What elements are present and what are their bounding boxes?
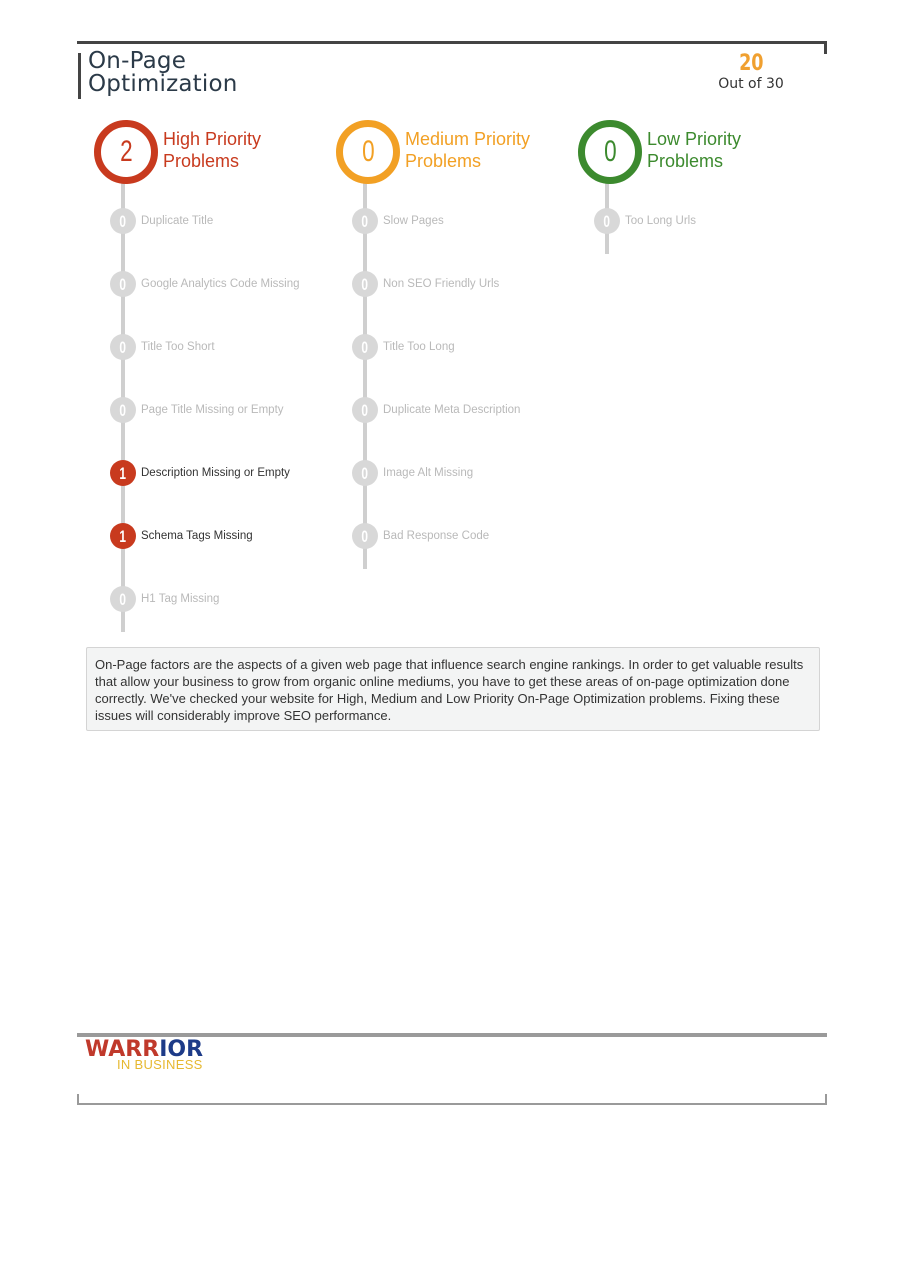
- company-logo: [85, 1038, 203, 1072]
- priority-title: Medium Priority Problems: [405, 129, 531, 171]
- problem-count-badge: [352, 208, 378, 234]
- logo-text-red: WARR: [85, 1037, 160, 1062]
- score-value: 20: [738, 51, 764, 76]
- problem-label: Page Title Missing or Empty: [141, 404, 284, 416]
- problem-item: [352, 208, 582, 234]
- problem-count: 0: [603, 211, 611, 231]
- problem-label: Title Too Long: [383, 341, 455, 353]
- problem-count: 0: [361, 274, 369, 294]
- problem-count-badge: [110, 586, 136, 612]
- page-title-text: On-Page Optimization: [88, 48, 238, 97]
- problem-item: [352, 523, 582, 549]
- problem-count-badge: [352, 460, 378, 486]
- problem-count: 0: [119, 589, 127, 609]
- problem-count-badge: [110, 523, 136, 549]
- priority-title: High Priority Problems: [163, 129, 262, 171]
- problem-item: [352, 397, 582, 423]
- problem-count: 1: [119, 526, 127, 546]
- problem-label: H1 Tag Missing: [141, 593, 220, 605]
- problem-label: Google Analytics Code Missing: [141, 278, 300, 290]
- footer-tick-left: [77, 1094, 79, 1104]
- problem-count: 0: [119, 400, 127, 420]
- problem-count-badge: [110, 271, 136, 297]
- problem-label: Schema Tags Missing: [141, 530, 253, 542]
- problem-count-badge: [352, 334, 378, 360]
- problem-item: [110, 523, 340, 549]
- footer-bottom-rule: [77, 1103, 827, 1105]
- priority-count: 0: [361, 135, 375, 168]
- priority-count: 0: [603, 135, 617, 168]
- problem-count-badge: [594, 208, 620, 234]
- priority-count-badge: [578, 120, 642, 184]
- footer-tick-right: [825, 1094, 827, 1104]
- problem-item: [594, 208, 824, 234]
- problem-count-badge: [352, 397, 378, 423]
- problem-count: 0: [119, 274, 127, 294]
- problem-count: 1: [119, 463, 127, 483]
- problem-count: 0: [361, 211, 369, 231]
- logo-subtitle: IN BUSINESS: [117, 1057, 203, 1072]
- problem-item: [110, 208, 340, 234]
- score-block: [700, 52, 802, 92]
- problem-item: [110, 397, 340, 423]
- problem-count-badge: [352, 523, 378, 549]
- description-box: [86, 647, 820, 731]
- problem-item: [352, 271, 582, 297]
- priority-count-badge: [94, 120, 158, 184]
- problem-label: Too Long Urls: [625, 215, 696, 227]
- problem-count-badge: [110, 208, 136, 234]
- page-title: [88, 50, 288, 96]
- header-rule-tick: [824, 41, 827, 54]
- problem-count: 0: [361, 337, 369, 357]
- problem-count-badge: [110, 334, 136, 360]
- problem-item: [110, 460, 340, 486]
- description-text: On-Page factors are the aspects of a given web page that influence search engine rankings. In order to get valuable results that allow your business to grow from organic online mediums, you have to get these areas of on-page optimization done correctly. We've checked your website for High, Medium and Low Priority On-Page Optimization problems. Fixing these issues will considerably improve SEO performance.: [95, 657, 804, 723]
- problem-count-badge: [352, 271, 378, 297]
- column-stem: [363, 180, 367, 569]
- logo-text-blue: IOR: [159, 1037, 204, 1062]
- priority-count-badge: [336, 120, 400, 184]
- problem-item: [110, 271, 340, 297]
- problem-count-badge: [110, 397, 136, 423]
- problem-count: 0: [361, 463, 369, 483]
- problem-count: 0: [361, 400, 369, 420]
- score-label: Out of 30: [718, 76, 784, 92]
- problem-label: Description Missing or Empty: [141, 467, 290, 479]
- priority-title: Low Priority Problems: [647, 129, 742, 171]
- problem-item: [110, 334, 340, 360]
- problem-label: Bad Response Code: [383, 530, 490, 542]
- problem-label: Image Alt Missing: [383, 467, 474, 479]
- header-rule: [77, 41, 827, 44]
- priority-count: 2: [119, 135, 133, 168]
- problem-item: [352, 460, 582, 486]
- problem-count-badge: [110, 460, 136, 486]
- problem-count: 0: [361, 526, 369, 546]
- problem-item: [110, 586, 340, 612]
- problem-label: Non SEO Friendly Urls: [383, 278, 500, 290]
- problem-label: Duplicate Meta Description: [383, 404, 521, 416]
- problem-label: Slow Pages: [383, 215, 444, 227]
- problem-item: [352, 334, 582, 360]
- title-accent-bar: [78, 53, 81, 99]
- problem-label: Duplicate Title: [141, 215, 214, 227]
- problem-count: 0: [119, 211, 127, 231]
- problem-label: Title Too Short: [141, 341, 215, 353]
- problem-count: 0: [119, 337, 127, 357]
